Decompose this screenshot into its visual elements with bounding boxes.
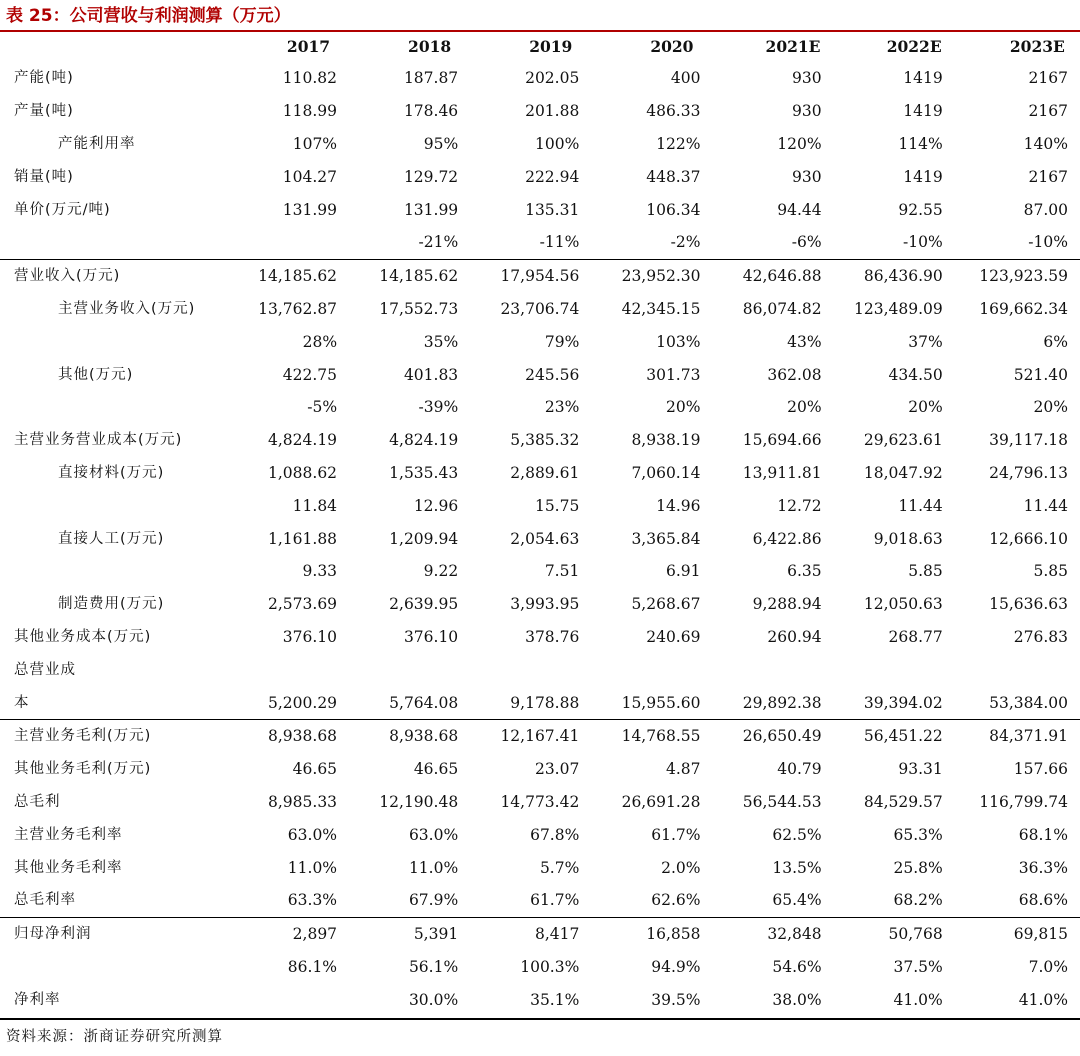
table-row bbox=[0, 293, 1080, 326]
table-cell: 56,544.53 bbox=[742, 792, 822, 811]
table-cell: 26,650.49 bbox=[712, 719, 833, 752]
table-cell bbox=[470, 653, 591, 686]
table-cell: 29,892.38 bbox=[742, 693, 822, 712]
table-cell: 15.75 bbox=[534, 496, 580, 515]
row-label: 本 bbox=[14, 694, 30, 711]
table-cell: 62.6% bbox=[651, 891, 701, 910]
table-cell: 187.87 bbox=[403, 69, 459, 88]
table-cell: 107% bbox=[292, 134, 338, 153]
table-cell: 35% bbox=[423, 332, 459, 351]
table-cell: 1,088.62 bbox=[268, 463, 338, 482]
table-cell: 135.31 bbox=[525, 200, 580, 219]
table-cell: 13.5% bbox=[772, 858, 822, 877]
table-cell: 930 bbox=[792, 102, 822, 121]
table-cell: 84,529.57 bbox=[863, 792, 943, 811]
table-cell: 87.00 bbox=[1023, 200, 1068, 219]
row-label: 净利率 bbox=[14, 991, 61, 1008]
row-label: 其他业务毛利(万元) bbox=[14, 761, 152, 778]
row-label: 总毛利率 bbox=[14, 892, 76, 909]
table-cell: 23% bbox=[544, 398, 580, 417]
table-cell: 15,955.60 bbox=[621, 693, 701, 712]
table-cell: 8,938.19 bbox=[631, 431, 701, 450]
table-cell: 5,764.08 bbox=[389, 693, 459, 712]
table-row bbox=[0, 193, 1080, 226]
year-header: 2017 bbox=[286, 37, 331, 56]
table-cell: 28% bbox=[302, 332, 338, 351]
table-cell: 276.83 bbox=[1013, 627, 1068, 646]
table-cell: 8,938.68 bbox=[228, 719, 349, 752]
table-cell: 24,796.13 bbox=[989, 463, 1068, 482]
row-label: 主营业务毛利率 bbox=[14, 826, 123, 843]
table-cell: 9.33 bbox=[302, 562, 338, 581]
table-cell: 86,436.90 bbox=[834, 259, 955, 292]
row-label bbox=[0, 489, 228, 522]
table-cell: 7.51 bbox=[544, 562, 580, 581]
table-cell: 35.1% bbox=[530, 990, 580, 1009]
row-label bbox=[0, 951, 228, 984]
table-row bbox=[0, 851, 1080, 884]
row-label: 直接人工(万元) bbox=[58, 530, 165, 547]
table-cell: 8,417 bbox=[470, 917, 591, 950]
table-cell: -5% bbox=[307, 398, 338, 417]
table-cell: 3,365.84 bbox=[631, 529, 701, 548]
table-cell: 42,345.15 bbox=[621, 299, 701, 318]
table-cell: 12.96 bbox=[413, 496, 459, 515]
table-cell: 178.46 bbox=[403, 102, 459, 121]
table-row bbox=[0, 884, 1080, 917]
table-cell: 1419 bbox=[903, 102, 943, 121]
table-cell: 260.94 bbox=[767, 627, 822, 646]
table-cell: 93.31 bbox=[898, 760, 943, 779]
table-cell: 63.0% bbox=[287, 825, 338, 844]
table-cell: 1419 bbox=[903, 167, 943, 186]
table-row bbox=[0, 719, 1080, 752]
table-cell: 50,768 bbox=[834, 917, 955, 950]
table-body bbox=[0, 62, 1080, 1016]
year-header: 2021E bbox=[765, 37, 821, 56]
table-cell: -10% bbox=[903, 233, 943, 252]
table-cell: 131.99 bbox=[403, 200, 459, 219]
table-cell: 14,185.62 bbox=[228, 259, 349, 292]
table-cell: 5.85 bbox=[908, 562, 943, 581]
table-cell: 62.5% bbox=[772, 825, 822, 844]
table-cell: 1419 bbox=[903, 69, 943, 88]
table-cell: 2,054.63 bbox=[510, 529, 580, 548]
table-cell: 9,018.63 bbox=[873, 529, 943, 548]
table-cell: 245.56 bbox=[525, 365, 580, 384]
table-cell: 12,666.10 bbox=[989, 529, 1068, 548]
table-cell: 32,848 bbox=[712, 917, 833, 950]
table-row bbox=[0, 325, 1080, 358]
table-cell: 118.99 bbox=[282, 102, 338, 121]
table-row bbox=[0, 786, 1080, 819]
table-cell: 1,161.88 bbox=[268, 529, 338, 548]
table-cell: 2167 bbox=[1028, 69, 1068, 88]
table-cell: 37.5% bbox=[893, 957, 943, 976]
table-row bbox=[0, 457, 1080, 490]
table-row bbox=[0, 621, 1080, 654]
table-cell: 521.40 bbox=[1013, 365, 1068, 384]
table-cell: 7,060.14 bbox=[631, 463, 701, 482]
row-label: 主营业务收入(万元) bbox=[58, 300, 196, 317]
table-cell: 41.0% bbox=[1018, 990, 1068, 1009]
table-cell: 240.69 bbox=[646, 627, 701, 646]
table-cell: 68.2% bbox=[893, 891, 943, 910]
table-cell: 65.4% bbox=[772, 891, 822, 910]
table-cell: 131.99 bbox=[282, 200, 338, 219]
table-cell: 43% bbox=[787, 332, 822, 351]
table-cell: 14.96 bbox=[656, 496, 701, 515]
table-row bbox=[0, 62, 1080, 95]
table-cell: 9,178.88 bbox=[510, 693, 580, 712]
table-row bbox=[0, 588, 1080, 621]
table-cell: 68.6% bbox=[1018, 891, 1068, 910]
table-cell: 18,047.92 bbox=[863, 463, 943, 482]
table-cell: 16,858 bbox=[591, 917, 712, 950]
table-cell: 11.0% bbox=[408, 858, 459, 877]
table-cell: 13,762.87 bbox=[258, 299, 338, 318]
table-cell: 4.87 bbox=[665, 760, 701, 779]
table-cell: 930 bbox=[792, 69, 822, 88]
table-cell: 26,691.28 bbox=[621, 792, 701, 811]
table-cell: 9.22 bbox=[423, 562, 459, 581]
row-label: 其他(万元) bbox=[58, 366, 134, 383]
table-cell: 56,451.22 bbox=[834, 719, 955, 752]
table-cell: 84,371.91 bbox=[955, 719, 1080, 752]
table-cell: 63.3% bbox=[287, 891, 338, 910]
table-row bbox=[0, 951, 1080, 984]
table-cell: -6% bbox=[791, 233, 822, 252]
table-cell: 92.55 bbox=[898, 200, 943, 219]
row-label: 制造费用(万元) bbox=[58, 596, 165, 613]
table-cell: 23,952.30 bbox=[591, 259, 712, 292]
table-cell: 30.0% bbox=[408, 990, 459, 1009]
table-cell: 486.33 bbox=[646, 102, 701, 121]
table-cell: 53,384.00 bbox=[989, 693, 1068, 712]
table-cell: 79% bbox=[544, 332, 580, 351]
table-cell: 86.1% bbox=[287, 957, 338, 976]
table-cell: 11.84 bbox=[292, 496, 338, 515]
table-cell: 54.6% bbox=[772, 957, 822, 976]
table-cell: 123,489.09 bbox=[854, 299, 943, 318]
table-cell: 9,288.94 bbox=[752, 595, 822, 614]
row-label: 归母净利润 bbox=[0, 917, 228, 950]
table-row bbox=[0, 259, 1080, 292]
table-cell: 23.07 bbox=[534, 760, 580, 779]
row-label: 主营业务营业成本(万元) bbox=[14, 432, 183, 449]
table-cell: 67.8% bbox=[530, 825, 580, 844]
table-cell: 69,815 bbox=[955, 917, 1080, 950]
table-cell: 140% bbox=[1023, 134, 1068, 153]
table-cell: 6% bbox=[1043, 332, 1068, 351]
table-cell: 39.5% bbox=[651, 990, 701, 1009]
table-row bbox=[0, 686, 1080, 719]
table-cell: 5,200.29 bbox=[268, 693, 338, 712]
table-row bbox=[0, 95, 1080, 128]
table-cell: 100% bbox=[535, 134, 580, 153]
table-cell: 37% bbox=[908, 332, 943, 351]
table-cell: -39% bbox=[418, 398, 459, 417]
row-label bbox=[0, 226, 228, 259]
table-row bbox=[0, 160, 1080, 193]
year-header: 2019 bbox=[529, 37, 573, 56]
table-cell: 376.10 bbox=[282, 627, 338, 646]
table-cell: 41.0% bbox=[893, 990, 943, 1009]
row-label: 产量(吨) bbox=[14, 103, 74, 120]
header-row bbox=[0, 32, 1080, 62]
table-cell: 930 bbox=[792, 167, 822, 186]
table-cell: 46.65 bbox=[292, 760, 338, 779]
table-cell: 401.83 bbox=[403, 365, 459, 384]
table-cell: 14,768.55 bbox=[591, 719, 712, 752]
table-cell: -2% bbox=[670, 233, 701, 252]
table-cell: 42,646.88 bbox=[712, 259, 833, 292]
table-cell: 2,889.61 bbox=[510, 463, 580, 482]
row-label: 总毛利 bbox=[14, 793, 61, 810]
table-cell: 5,391 bbox=[349, 917, 470, 950]
table-cell: 20% bbox=[908, 398, 943, 417]
table-row bbox=[0, 226, 1080, 259]
row-label: 其他业务成本(万元) bbox=[14, 628, 152, 645]
table-cell: 38.0% bbox=[772, 990, 822, 1009]
table-row bbox=[0, 489, 1080, 522]
row-label: 营业收入(万元) bbox=[0, 259, 228, 292]
table-cell: 36.3% bbox=[1018, 858, 1068, 877]
table-cell: 362.08 bbox=[767, 365, 822, 384]
table-cell: -11% bbox=[539, 233, 580, 252]
table-cell: 86,074.82 bbox=[742, 299, 822, 318]
table-cell: 25.8% bbox=[893, 858, 943, 877]
table-cell: 14,185.62 bbox=[349, 259, 470, 292]
table-cell: 94.44 bbox=[777, 200, 822, 219]
table-cell: 12,190.48 bbox=[379, 792, 459, 811]
table-cell: 169,662.34 bbox=[979, 299, 1068, 318]
table-cell: 268.77 bbox=[888, 627, 943, 646]
table-cell: 2.0% bbox=[661, 858, 701, 877]
table-cell: 11.44 bbox=[1023, 496, 1068, 515]
table-cell: 4,824.19 bbox=[389, 431, 459, 450]
table-cell: 95% bbox=[423, 134, 459, 153]
row-label bbox=[0, 391, 228, 424]
table-cell: 15,694.66 bbox=[742, 431, 822, 450]
table-cell: 5.85 bbox=[1033, 562, 1068, 581]
table-row bbox=[0, 753, 1080, 786]
table-cell: 6.35 bbox=[787, 562, 822, 581]
table-cell: 1,535.43 bbox=[389, 463, 459, 482]
year-header: 2022E bbox=[886, 37, 942, 56]
table-cell: 23,706.74 bbox=[500, 299, 580, 318]
table-cell: 12.72 bbox=[777, 496, 822, 515]
table-row bbox=[0, 917, 1080, 950]
table-row bbox=[0, 555, 1080, 588]
table-cell: 20% bbox=[666, 398, 701, 417]
table-cell bbox=[228, 983, 349, 1016]
table-cell: 301.73 bbox=[646, 365, 701, 384]
table-row bbox=[0, 391, 1080, 424]
table-cell: 20% bbox=[787, 398, 822, 417]
table-cell: 110.82 bbox=[282, 69, 338, 88]
table-cell: 8,938.68 bbox=[349, 719, 470, 752]
table-cell bbox=[591, 653, 712, 686]
table-cell: 17,954.56 bbox=[470, 259, 591, 292]
table-cell: 13,911.81 bbox=[742, 463, 822, 482]
table-cell: 65.3% bbox=[893, 825, 943, 844]
table-title: 表 25：公司营收与利润测算（万元） bbox=[6, 6, 291, 26]
table-cell: 40.79 bbox=[777, 760, 822, 779]
table-cell: 12,167.41 bbox=[470, 719, 591, 752]
table-cell: 2,573.69 bbox=[268, 595, 338, 614]
table-cell bbox=[712, 653, 833, 686]
table-cell: 12,050.63 bbox=[863, 595, 943, 614]
table-row bbox=[0, 522, 1080, 555]
table-cell: 434.50 bbox=[888, 365, 943, 384]
table-cell: 104.27 bbox=[282, 167, 338, 186]
table-cell: 103% bbox=[656, 332, 701, 351]
row-label: 销量(吨) bbox=[14, 168, 74, 185]
table-cell: 4,824.19 bbox=[268, 431, 338, 450]
row-label: 主营业务毛利(万元) bbox=[0, 719, 228, 752]
source-note: 资料来源：浙商证券研究所测算 bbox=[6, 1029, 223, 1045]
table-cell: 123,923.59 bbox=[955, 259, 1080, 292]
table-cell: 2167 bbox=[1028, 102, 1068, 121]
row-label: 产能利用率 bbox=[58, 135, 136, 152]
table-cell: 376.10 bbox=[403, 627, 459, 646]
table-cell: 3,993.95 bbox=[510, 595, 580, 614]
table-cell: 15,636.63 bbox=[989, 595, 1068, 614]
table-cell bbox=[955, 653, 1080, 686]
year-header: 2023E bbox=[1009, 37, 1065, 56]
table-cell: 39,394.02 bbox=[863, 693, 943, 712]
table-cell: 2167 bbox=[1028, 167, 1068, 186]
table-cell: 120% bbox=[777, 134, 822, 153]
row-label: 总营业成 bbox=[14, 661, 76, 678]
table-cell: 7.0% bbox=[1028, 957, 1068, 976]
table-cell bbox=[834, 653, 955, 686]
table-cell: 422.75 bbox=[282, 365, 338, 384]
row-label: 产能(吨) bbox=[14, 70, 74, 87]
table-row bbox=[0, 424, 1080, 457]
table-cell: 46.65 bbox=[413, 760, 459, 779]
row-label: 直接材料(万元) bbox=[58, 464, 165, 481]
table-cell: 5,268.67 bbox=[631, 595, 701, 614]
table-row bbox=[0, 653, 1080, 686]
table-row bbox=[0, 128, 1080, 161]
table-cell bbox=[228, 226, 349, 259]
header-label-cell bbox=[0, 32, 228, 62]
table-cell: 202.05 bbox=[525, 69, 580, 88]
table-cell: 122% bbox=[656, 134, 701, 153]
table-cell: 17,552.73 bbox=[379, 299, 459, 318]
table-cell: 448.37 bbox=[646, 167, 701, 186]
table-cell: 116,799.74 bbox=[979, 792, 1068, 811]
table-row bbox=[0, 358, 1080, 391]
table-row bbox=[0, 818, 1080, 851]
table-cell: 378.76 bbox=[525, 627, 580, 646]
table-row bbox=[0, 983, 1080, 1016]
table-cell: 114% bbox=[898, 134, 943, 153]
table-cell: 61.7% bbox=[530, 891, 580, 910]
row-label: 单价(万元/吨) bbox=[14, 201, 111, 218]
row-label: 其他业务毛利率 bbox=[14, 859, 123, 876]
table-cell: 39,117.18 bbox=[989, 431, 1068, 450]
table-cell: 11.44 bbox=[898, 496, 943, 515]
table-cell: 106.34 bbox=[646, 200, 701, 219]
table-cell: 157.66 bbox=[1013, 760, 1068, 779]
table-cell: 2,639.95 bbox=[389, 595, 459, 614]
year-header: 2020 bbox=[650, 37, 694, 56]
bottom-rule bbox=[0, 1018, 1080, 1020]
table-cell: 67.9% bbox=[408, 891, 459, 910]
table-cell: 222.94 bbox=[525, 167, 580, 186]
row-label bbox=[0, 555, 228, 588]
table-cell: 63.0% bbox=[408, 825, 459, 844]
table-cell bbox=[228, 653, 349, 686]
table-cell: 129.72 bbox=[403, 167, 459, 186]
table-cell: 1,209.94 bbox=[389, 529, 459, 548]
table-cell: 20% bbox=[1033, 398, 1068, 417]
table-cell: 56.1% bbox=[408, 957, 459, 976]
table-cell: 61.7% bbox=[651, 825, 701, 844]
financial-table bbox=[0, 32, 1080, 1016]
table-cell: 8,985.33 bbox=[268, 792, 338, 811]
table-cell: -21% bbox=[418, 233, 459, 252]
table-cell: -10% bbox=[1028, 233, 1068, 252]
table-cell: 11.0% bbox=[287, 858, 338, 877]
table-cell: 14,773.42 bbox=[500, 792, 580, 811]
table-cell: 5.7% bbox=[539, 858, 580, 877]
table-cell: 68.1% bbox=[1018, 825, 1068, 844]
row-label bbox=[0, 325, 228, 358]
table-cell: 100.3% bbox=[520, 957, 580, 976]
table-cell: 94.9% bbox=[651, 957, 701, 976]
table-cell: 5,385.32 bbox=[510, 431, 580, 450]
year-header: 2018 bbox=[408, 37, 452, 56]
table-cell: 6,422.86 bbox=[752, 529, 822, 548]
table-cell bbox=[349, 653, 470, 686]
table-cell: 6.91 bbox=[665, 562, 701, 581]
table-cell: 2,897 bbox=[228, 917, 349, 950]
table-cell: 400 bbox=[670, 69, 701, 88]
table-cell: 29,623.61 bbox=[863, 431, 943, 450]
table-cell: 201.88 bbox=[525, 102, 580, 121]
